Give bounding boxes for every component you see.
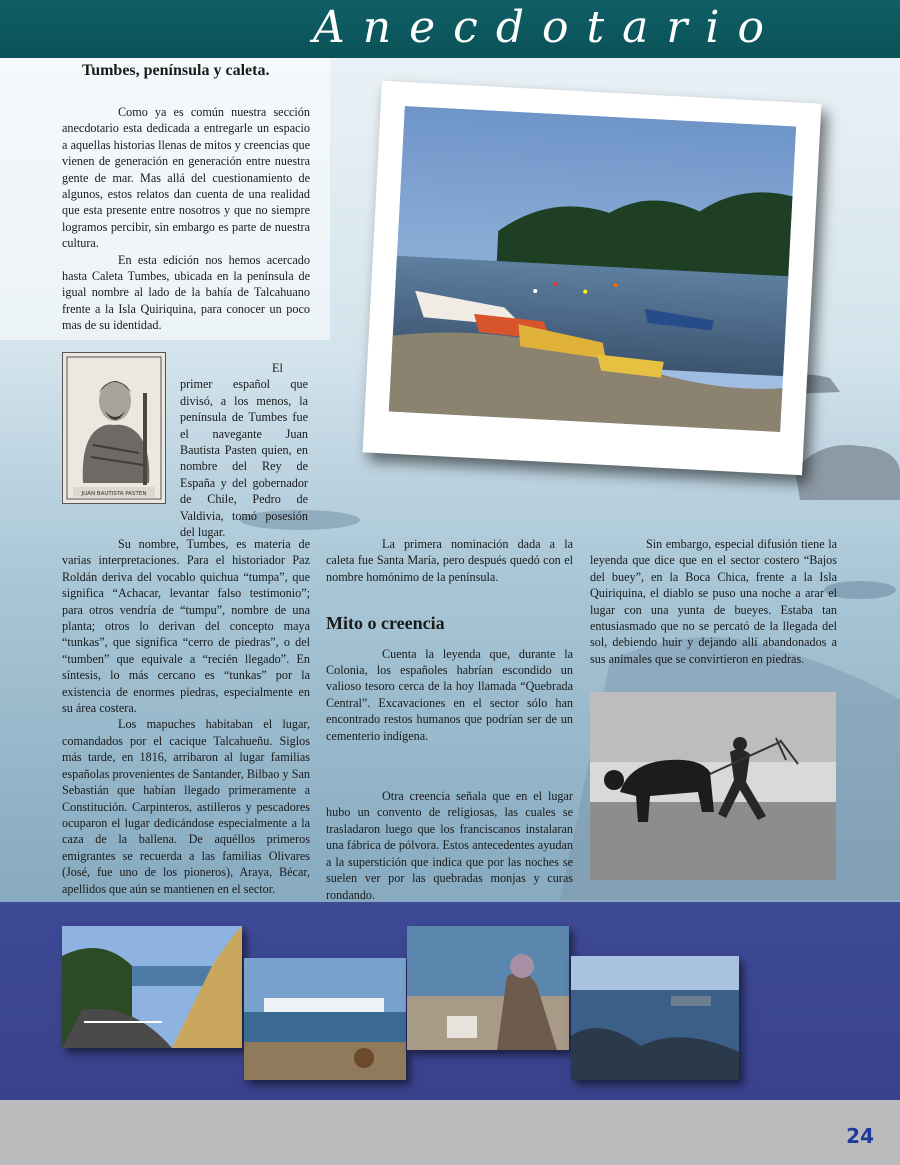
portrait-text: [180, 360, 308, 540]
article-title: Tumbes, península y caleta.: [82, 62, 270, 79]
section-title: Anecdotario: [313, 2, 782, 53]
portrait-paragraph: El primer español que divisó, a los menos, la península de Tumbes fue el navegante Juan Bautista Pasten quien, en nombre del Rey de España y del gobernador de Chile, Pedro de Valdivia, tomó posesión del lugar.: [180, 361, 308, 540]
column-paragraph: Su nombre, Tumbes, es materia de varias interpretaciones. Para el historiador Paz Roldán deriva del vocablo quichua “tumpa”, que significa “Achacar, levantar falso testimonio”; para otros vendría de “tumpu”, nombre de una planta; otros lo derivan del concepto maya “tunkas”, que significa “cerro de piedras”, o del “tumben” que equivale a “recién llegado”. En síntesis, lo más cercano es “tunkas” por la existencia de enormes piedras, especialmente en su área costera.: [62, 537, 310, 716]
rocky-coast-photo: [571, 956, 739, 1080]
portrait-caption: JUAN BAUTISTA PASTEN: [81, 491, 147, 497]
ox-plough-photo: [590, 692, 836, 880]
column-paragraph: Cuenta la leyenda que, durante la Colonia, los españoles habrían escondido un valioso tesoro cerca de la hoy llamada “Quebrada Central”. Excavaciones en el sector sólo han encontrado restos humanos que podrían ser de un cementerio indígena.: [326, 646, 573, 743]
intro-paragraph: Como ya es común nuestra sección anecdotario esta dedicada a entregarle un espacio a aquellas historias llenas de mitos y creencias que vienen de generación en generación entre nuestra gente de mar. Mas allá del cuestionamiento de algunos, estos relatos dan cuenta de una realidad que esta presente entre nosotros y que no siempre logramos percibir, sin embargo es parte de nuestra cultura.: [62, 105, 310, 251]
beach-laundry-photo: [244, 958, 406, 1080]
coastal-road-photo: [62, 926, 242, 1048]
column-paragraph: Otra creencia señala que en el lugar hubo un convento de religiosas, las cuales se trasladaron luego que los franciscanos instalaran una fábrica de pólvora. Estos antecedentes ayudan a la superstición que indica que por las noches se suelen ver por las quebradas monjas y curas rondando.: [326, 789, 573, 902]
footer-bar: [0, 1100, 900, 1165]
intro-column: [62, 104, 310, 334]
portrait-image: [62, 352, 166, 504]
intro-paragraph: En esta edición nos hemos acercado hasta Caleta Tumbes, ubicada en la península de igual nombre al lado de la bahía de Talcahuano frente a la Isla Quiriquina, para conocer un poco mas de su identidad.: [62, 252, 310, 333]
column-3: [590, 536, 837, 667]
section-subheading: Mito o creencia: [326, 613, 445, 634]
column-paragraph: La primera nominación dada a la caleta fue Santa María, pero después quedó con el nombre homónimo de la península.: [326, 537, 573, 584]
column-paragraph: Los mapuches habitaban el lugar, comandados por el cacique Talcahueñu. Siglos más tarde, en 1816, arribaron al lugar familias españolas provenientes de Santander, Bilbao y San Sebastián que habían llegado primeramente a Constitución. Carpinteros, astilleros y pescadores ocuparon el lugar dedicándose especialmente a la caza de la ballena. De aquéllos primeros emigrantes se recuerda a las familias Olivares (José, fue uno de los pioneros), Araya, Bécar, apellidos que aún se mantienen en el sector.: [62, 717, 310, 896]
column-paragraph: Sin embargo, especial difusión tiene la leyenda que dice que en el sector costero “Bajos del buey”, en la Boca Chica, frente a la Isla Quiriquina, el diablo se puso una noche a arar el lugar con una yunta de bueyes. Estaba tan entusiasmado que no se percató de la llegada del sol, debiendo huir y dejando allí abandonados a sus animales que se convirtieron en piedras.: [590, 537, 837, 666]
caleta-boats-photo: [389, 106, 796, 432]
column-2: [326, 536, 573, 903]
main-photo-frame: [363, 81, 822, 476]
column-1: [62, 536, 310, 897]
fisherwoman-photo: [407, 926, 569, 1050]
page-number: 24: [846, 1124, 874, 1148]
